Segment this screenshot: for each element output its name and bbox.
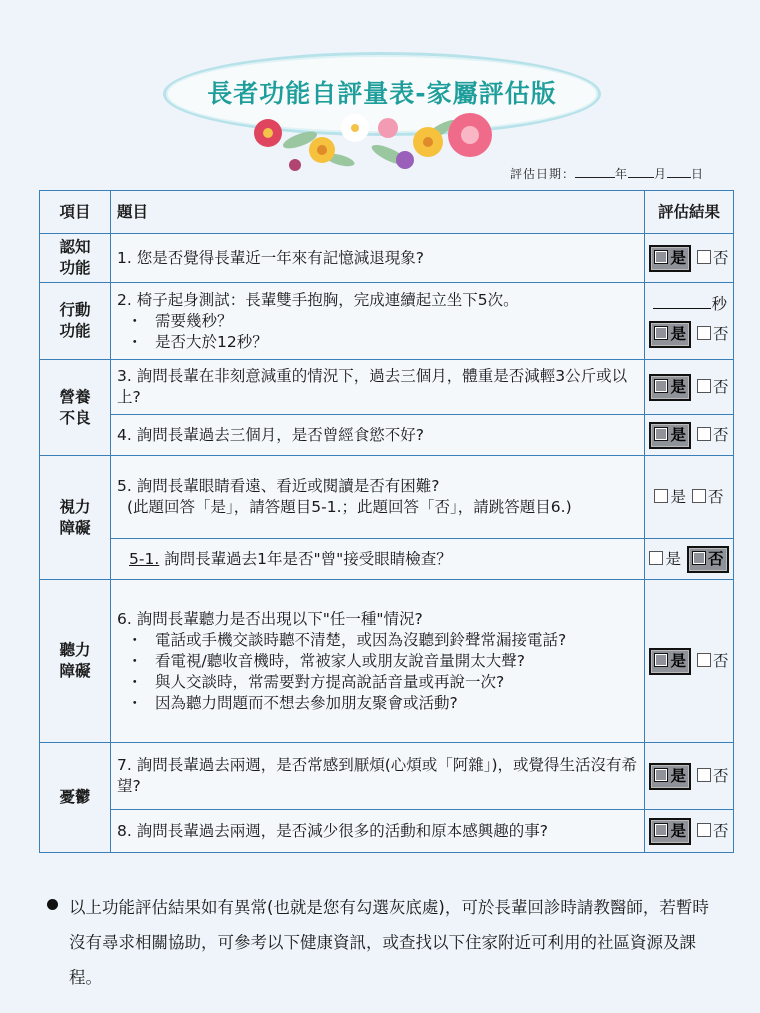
result-q2 <box>645 283 734 360</box>
yes-checkbox-selected[interactable]: 是 <box>649 245 691 272</box>
yes-checkbox-selected[interactable]: 是 <box>649 818 691 845</box>
question-2 <box>111 283 645 360</box>
yes-checkbox-selected[interactable]: 是 <box>649 422 691 449</box>
no-checkbox[interactable]: 否 <box>692 487 724 508</box>
result-q3 <box>645 360 734 415</box>
seconds-field[interactable]: 秒 <box>649 294 729 315</box>
question-6-bullet: ・ 電話或手機交談時聽不清楚，或因為沒聽到鈴聲常漏接電話? <box>117 630 638 651</box>
row-q7 <box>40 743 734 810</box>
question-6-bullet: ・ 因為聽力問題而不想去參加朋友聚會或活動? <box>117 693 638 714</box>
row-q6 <box>40 580 734 743</box>
result-q7 <box>645 743 734 810</box>
row-q3 <box>40 360 734 415</box>
question-6 <box>111 580 645 743</box>
no-checkbox[interactable]: 否 <box>697 425 729 446</box>
result-q4 <box>645 415 734 456</box>
result-q5-1 <box>645 539 734 580</box>
category-nutrition: 營養 不良 <box>40 360 111 456</box>
question-6-text: 6. 詢問長輩聽力是否出現以下"任一種"情況? <box>117 609 423 628</box>
question-1: 1. 您是否覺得長輩近一年來有記憶減退現象? <box>111 234 645 283</box>
result-q6 <box>645 580 734 743</box>
yes-checkbox[interactable]: 是 <box>649 549 681 570</box>
yes-checkbox-selected[interactable]: 是 <box>649 648 691 675</box>
assessment-table <box>39 190 734 853</box>
bullet-dot <box>47 899 58 910</box>
category-mobility: 行動 功能 <box>40 283 111 360</box>
question-5-1-text: 詢問長輩過去1年是否"曾"接受眼睛檢查？ <box>159 549 452 568</box>
no-checkbox[interactable]: 否 <box>697 766 729 787</box>
row-q5-1 <box>40 539 734 580</box>
yes-checkbox[interactable]: 是 <box>654 487 686 508</box>
question-4: 4. 詢問長輩過去三個月，是否曾經食慾不好? <box>111 415 645 456</box>
category-cognition: 認知 功能 <box>40 234 111 283</box>
row-q2 <box>40 283 734 360</box>
question-5 <box>111 456 645 539</box>
flower-red <box>254 119 282 147</box>
day-label: 日 <box>691 167 705 181</box>
row-q8 <box>40 810 734 853</box>
no-checkbox-selected[interactable]: 否 <box>687 546 729 573</box>
question-2-text: 2. 椅子起身測試：長輩雙手抱胸，完成連續起立坐下5次。 <box>117 290 519 309</box>
category-depression: 憂鬱 <box>40 743 111 853</box>
year-label: 年 <box>615 167 629 181</box>
category-hearing: 聽力 障礙 <box>40 580 111 743</box>
result-q5 <box>645 456 734 539</box>
row-q4 <box>40 415 734 456</box>
month-blank[interactable] <box>628 166 654 178</box>
header-result: 評估結果 <box>645 191 734 234</box>
category-vision: 視力 障礙 <box>40 456 111 580</box>
no-checkbox[interactable]: 否 <box>697 377 729 398</box>
no-checkbox[interactable]: 否 <box>697 248 729 269</box>
result-q1 <box>645 234 734 283</box>
question-2-bullet: ・ 是否大於12秒？ <box>117 332 638 353</box>
footer-note-text: 以上功能評估結果如有異常(也就是您有勾選灰底處)，可於長輩回診時請教醫師，若暫時沒有尋求相關協助，可參考以下健康資訊，或查找以下住家附近可利用的社區資源及課程。 <box>69 898 709 987</box>
question-3: 3. 詢問長輩在非刻意減重的情況下，過去三個月，體重是否減輕3公斤或以上? <box>111 360 645 415</box>
no-checkbox[interactable]: 否 <box>697 821 729 842</box>
result-q8 <box>645 810 734 853</box>
header-question: 題目 <box>111 191 645 234</box>
year-blank[interactable] <box>575 166 615 178</box>
day-blank[interactable] <box>667 166 691 178</box>
question-5-text: 5. 詢問長輩眼睛看遠、看近或閱讀是否有困難? <box>117 477 440 495</box>
yes-checkbox-selected[interactable]: 是 <box>649 763 691 790</box>
question-7: 7. 詢問長輩過去兩週，是否常感到厭煩(心煩或「阿雜」)，或覺得生活沒有希望? <box>111 743 645 810</box>
question-6-bullet: ・ 與人交談時，常需要對方提高說話音量或再說一次? <box>117 672 638 693</box>
question-6-bullet: ・ 看電視/聽收音機時，常被家人或朋友說音量開太大聲? <box>117 651 638 672</box>
footer-note <box>47 890 717 995</box>
yes-checkbox-selected[interactable]: 是 <box>649 374 691 401</box>
month-label: 月 <box>654 167 668 181</box>
no-checkbox[interactable]: 否 <box>697 651 729 672</box>
question-5-note: (此題回答「是」，請答題目5-1.；此題回答「否」，請跳答題目6.) <box>127 498 572 516</box>
flower-white <box>341 114 369 142</box>
flower-decoration <box>240 100 520 185</box>
no-checkbox[interactable]: 否 <box>697 324 729 345</box>
question-8: 8. 詢問長輩過去兩週，是否減少很多的活動和原本感興趣的事? <box>111 810 645 853</box>
question-5-1-number: 5-1. <box>129 549 160 568</box>
question-5-1 <box>111 539 645 580</box>
page-title: 長者功能自評量表-家屬評估版 <box>207 79 557 108</box>
header-item: 項目 <box>40 191 111 234</box>
date-label: 評估日期： <box>510 167 576 181</box>
assessment-date <box>510 165 704 182</box>
question-2-bullet: ・ 需要幾秒？ <box>117 311 638 332</box>
table-header <box>40 191 734 234</box>
yes-checkbox-selected[interactable]: 是 <box>649 321 691 348</box>
row-q5 <box>40 456 734 539</box>
row-q1 <box>40 234 734 283</box>
